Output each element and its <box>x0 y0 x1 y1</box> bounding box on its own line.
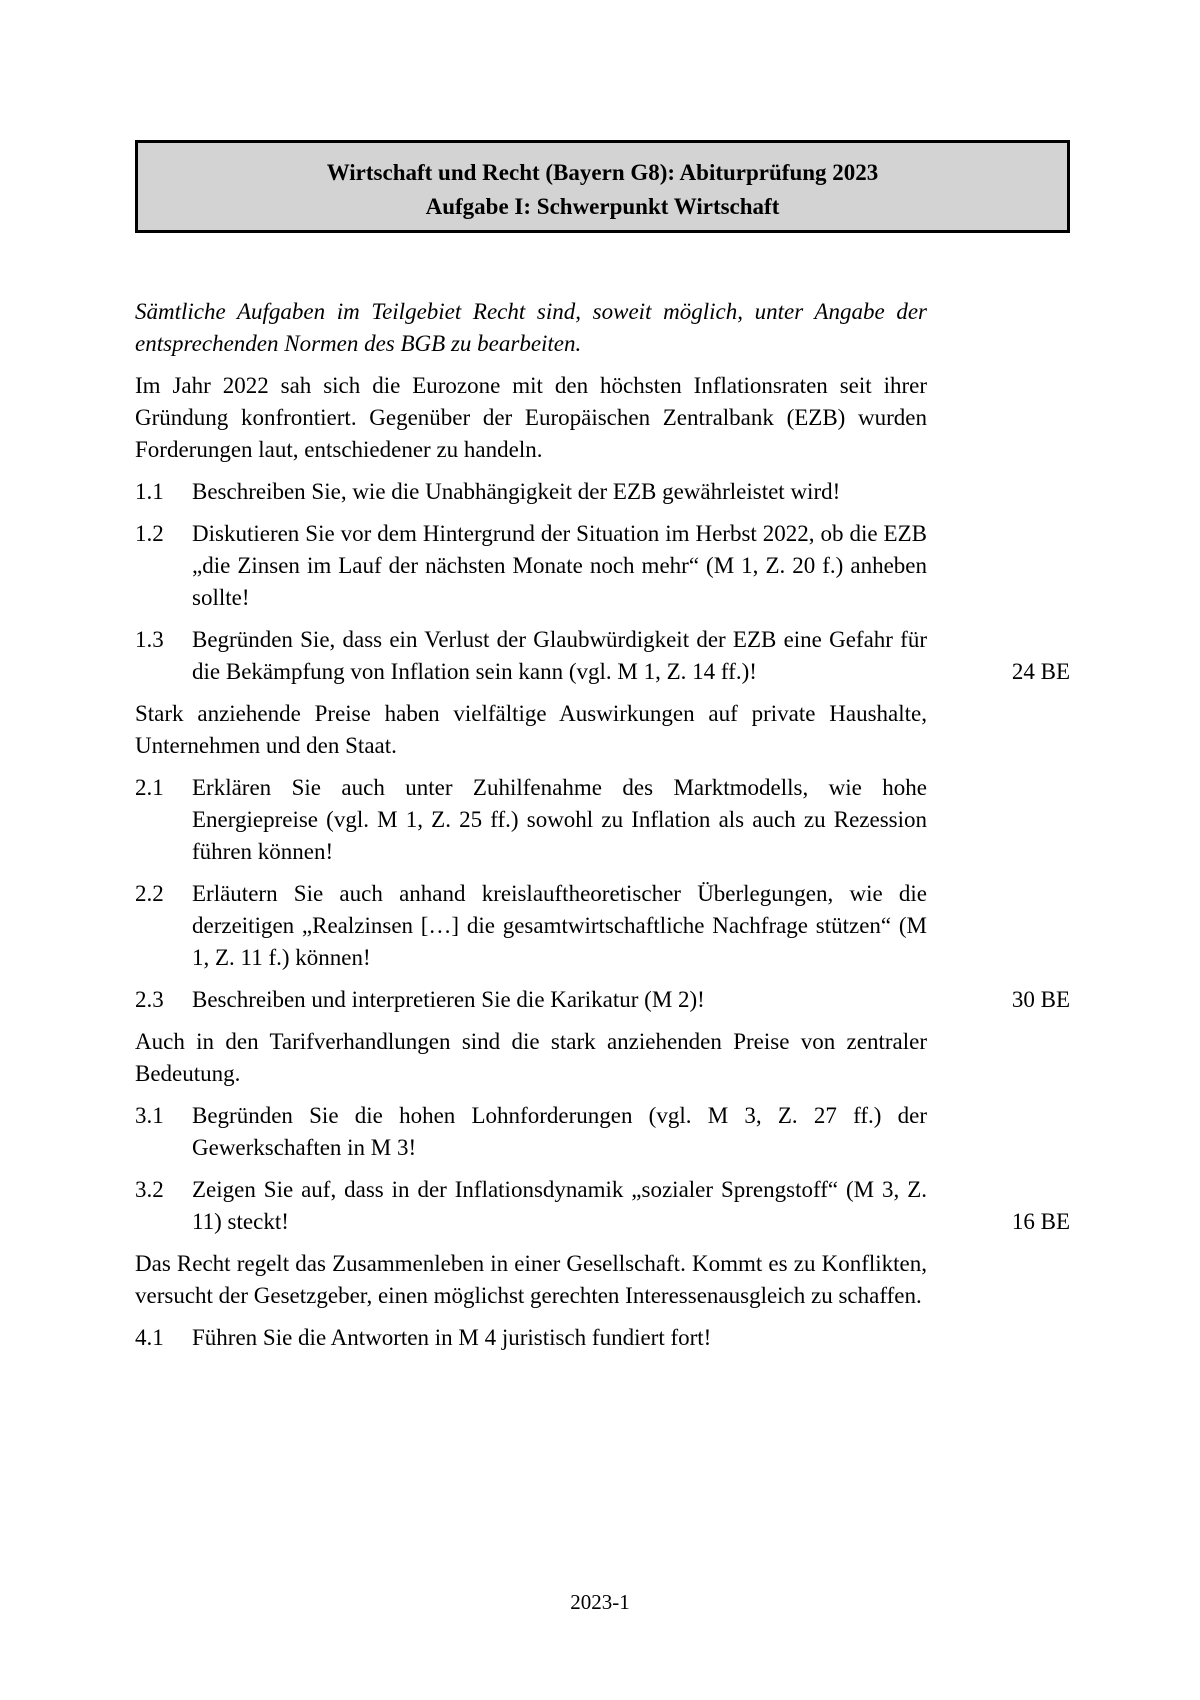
task-item <box>135 624 1070 688</box>
section-3 <box>135 1026 1070 1238</box>
task-item <box>135 518 1070 614</box>
task-number: 1.3 <box>135 627 164 652</box>
task-item <box>135 772 1070 868</box>
exam-header-box <box>135 140 1070 233</box>
task-item <box>135 476 1070 508</box>
task-number: 3.2 <box>135 1177 164 1202</box>
task-text: Begründen Sie, dass ein Verlust der Glaubwürdigkeit der EZB eine Gefahr für die Bekämpfung von Inflation sein kann (vgl. M 1, Z. 14 ff.)! <box>192 627 927 684</box>
task-text: Führen Sie die Antworten in M 4 juristisch fundiert fort! <box>192 1325 712 1350</box>
task-number: 3.1 <box>135 1103 164 1128</box>
task-item <box>135 878 1070 974</box>
points-label: 16 BE <box>1011 1209 1070 1234</box>
points-label: 30 BE <box>1011 987 1070 1012</box>
general-instructions: Sämtliche Aufgaben im Teilgebiet Recht sind, soweit möglich, unter Angabe der entsprechenden Normen des BGB zu bearbeiten. <box>135 299 927 356</box>
task-number: 2.3 <box>135 987 164 1012</box>
task-text: Erklären Sie auch unter Zuhilfenahme des Marktmodells, wie hohe Energiepreise (vgl. M 1, Z. 25 ff.) sowohl zu Inflation als auch zu Rezession führen können! <box>192 775 927 864</box>
task-text: Zeigen Sie auf, dass in der Inflationsdynamik „sozialer Sprengstoff“ (M 3, Z. 11) steckt! <box>192 1177 927 1234</box>
task-text: Beschreiben und interpretieren Sie die Karikatur (M 2)! <box>192 987 705 1012</box>
section-4 <box>135 1248 1070 1354</box>
task-text: Begründen Sie die hohen Lohnforderungen (vgl. M 3, Z. 27 ff.) der Gewerkschaften in M 3! <box>192 1103 927 1160</box>
task-text: Beschreiben Sie, wie die Unabhängigkeit der EZB gewährleistet wird! <box>192 479 841 504</box>
intro-column <box>135 296 927 360</box>
task-item <box>135 984 1070 1016</box>
task-number: 2.1 <box>135 775 164 800</box>
task-item <box>135 1174 1070 1238</box>
section-intro: Das Recht regelt das Zusammenleben in einer Gesellschaft. Kommt es zu Konflikten, versucht der Gesetzgeber, einen möglichst gerechten Interessenausgleich zu schaffen. <box>135 1251 927 1308</box>
task-number: 2.2 <box>135 881 164 906</box>
points-label: 24 BE <box>1011 659 1070 684</box>
section-2 <box>135 698 1070 1016</box>
task-item <box>135 1322 1070 1354</box>
section-intro: Stark anziehende Preise haben vielfältige Auswirkungen auf private Haushalte, Unternehmen und den Staat. <box>135 701 927 758</box>
exam-title: Wirtschaft und Recht (Bayern G8): Abiturprüfung 2023 <box>326 160 879 185</box>
task-text: Erläutern Sie auch anhand kreislauftheoretischer Überlegungen, wie die derzeitigen „Realzinsen […] die gesamtwirtschaftliche Nachfrage stützen“ (M 1, Z. 11 f.) können! <box>192 881 927 970</box>
section-1 <box>135 370 1070 688</box>
task-number: 1.2 <box>135 521 164 546</box>
task-item <box>135 1100 1070 1164</box>
section-intro: Auch in den Tarifverhandlungen sind die stark anziehenden Preise von zentraler Bedeutung. <box>135 1029 927 1086</box>
task-number: 4.1 <box>135 1325 164 1350</box>
task-number: 1.1 <box>135 479 164 504</box>
section-intro: Im Jahr 2022 sah sich die Eurozone mit den höchsten Inflationsraten seit ihrer Gründung konfrontiert. Gegenüber der Europäischen Zentralbank (EZB) wurden Forderungen laut, entschiedener zu handeln. <box>135 373 927 462</box>
task-text: Diskutieren Sie vor dem Hintergrund der Situation im Herbst 2022, ob die EZB „die Zinsen im Lauf der nächsten Monate noch mehr“ (M 1, Z. 20 f.) anheben sollte! <box>192 521 927 610</box>
exam-subtitle: Aufgabe I: Schwerpunkt Wirtschaft <box>425 194 780 219</box>
page-number: 2023-1 <box>570 1590 630 1614</box>
exam-content <box>135 296 1070 1364</box>
